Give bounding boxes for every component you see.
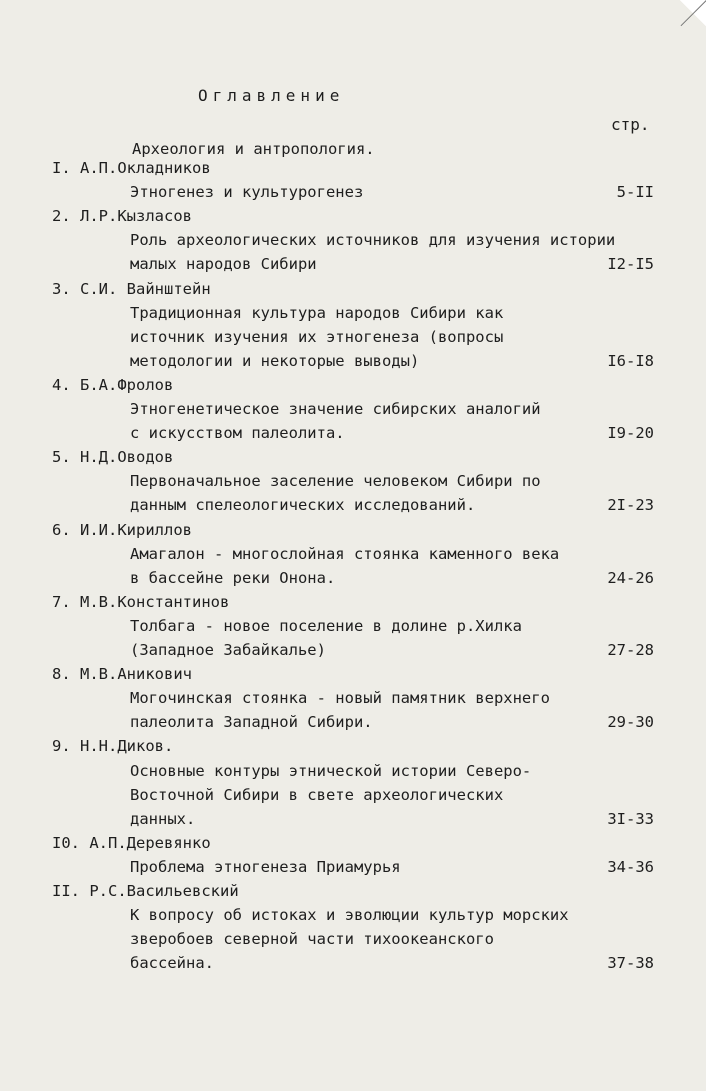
toc-entry-title-line: Этногенез и культурогенез xyxy=(130,183,364,202)
toc-entry-number: 2. xyxy=(52,207,71,226)
toc-entry-title-line: источник изучения их этногенеза (вопросы xyxy=(130,327,504,346)
toc-entry-number: 9. xyxy=(52,737,71,756)
toc-entry-number: II. xyxy=(52,882,80,900)
toc-entry-pages: 3I-33 xyxy=(607,809,654,828)
toc-entry-number: I0. xyxy=(52,833,80,852)
toc-entry-author-line xyxy=(52,159,211,177)
toc-entry-author-line xyxy=(52,882,239,900)
page-title: Оглавление xyxy=(198,86,345,105)
toc-entry-title-line: Традиционная культура народов Сибири как xyxy=(130,303,504,322)
toc-entry-author-line xyxy=(52,448,173,466)
toc-entry-title-line: зверобоев северной части тихоокеанского xyxy=(130,930,494,949)
toc-entry-title-line: К вопросу об истоках и эволюции культур морских xyxy=(130,906,569,925)
toc-entry-title-line: данных. xyxy=(130,809,196,828)
toc-entry-pages: 34-36 xyxy=(607,857,654,876)
toc-entry-author: Н.Н.Диков. xyxy=(80,737,174,756)
toc-entry-number: 4. xyxy=(52,375,71,394)
toc-entry-title-line: Восточной Сибири в свете археологических xyxy=(130,785,504,804)
toc-entry-title-line: (Западное Забайкалье) xyxy=(130,641,326,659)
toc-entry-number: I. xyxy=(52,159,71,177)
toc-entry-pages: 27-28 xyxy=(607,641,654,659)
toc-entry-author-line xyxy=(52,207,192,225)
toc-entry-title-line: Могочинская стоянка - новый памятник верхнего xyxy=(130,689,550,708)
toc-entry-pages: 37-38 xyxy=(607,954,654,973)
toc-entry-pages: 29-30 xyxy=(607,713,654,732)
toc-entry-pages: I9-20 xyxy=(607,424,654,443)
toc-entry-author-line xyxy=(52,280,211,298)
toc-entry-title-line: Амагалон - многослойная стоянка каменного века xyxy=(130,544,560,563)
toc-entry-title-line: с искусством палеолита. xyxy=(130,424,345,443)
page-column-header: стр. xyxy=(611,115,650,134)
toc-entry-pages: I6-I8 xyxy=(607,351,654,370)
toc-entry-author: И.И.Кириллов xyxy=(80,520,192,539)
toc-entry-author: М.В.Константинов xyxy=(80,592,230,611)
toc-entry-author-line xyxy=(52,376,173,394)
toc-entry-pages: 2I-23 xyxy=(607,496,654,515)
toc-entry-author: С.И. Вайнштейн xyxy=(80,279,211,298)
toc-entry-title-line: методологии и некоторые выводы) xyxy=(130,351,420,370)
section-title: Археология и антропология. xyxy=(132,140,375,158)
toc-entry-number: 5. xyxy=(52,448,71,467)
toc-entry-title-line: малых народов Сибири xyxy=(130,255,317,274)
toc-entry-title-line: Толбага - новое поселение в долине р.Хилка xyxy=(130,616,522,635)
toc-entry-title-line: данным спелеологических исследований. xyxy=(130,496,476,515)
toc-entry-number: 3. xyxy=(52,279,71,298)
toc-entry-author-line xyxy=(52,521,192,539)
toc-entry-author-line xyxy=(52,834,211,852)
toc-entry-author: Р.С.Васильевский xyxy=(89,882,239,900)
toc-entry-author-line xyxy=(52,593,229,611)
toc-entry-author: А.П.Деревянко xyxy=(89,833,211,852)
toc-entry-author: Л.Р.Кызласов xyxy=(80,207,192,226)
toc-entry-title-line: Основные контуры этнической истории Северо- xyxy=(130,761,532,780)
toc-entry-author: Н.Д.Оводов xyxy=(80,448,174,467)
toc-entry-pages: 24-26 xyxy=(607,568,654,587)
toc-entry-title-line: Роль археологических источников для изучения истории xyxy=(130,231,616,250)
toc-entry-author: М.В.Аникович xyxy=(80,665,192,684)
toc-entry-title-line: Первоначальное заселение человеком Сибири по xyxy=(130,472,541,491)
toc-entry-title-line: Проблема этногенеза Приамурья xyxy=(130,857,401,876)
toc-entry-number: 8. xyxy=(52,665,71,684)
toc-entry-author-line xyxy=(52,665,192,683)
toc-entry-title-line: бассейна. xyxy=(130,954,214,973)
toc-entry-number: 7. xyxy=(52,592,71,611)
toc-entry-title-line: в бассейне реки Онона. xyxy=(130,568,336,587)
toc-entry-pages: I2-I5 xyxy=(607,255,654,274)
toc-entry-author: А.П.Окладников xyxy=(80,159,211,177)
toc-entry-author-line xyxy=(52,737,173,755)
toc-entry-title-line: Этногенетическое значение сибирских аналогий xyxy=(130,400,541,418)
toc-entry-number: 6. xyxy=(52,520,71,539)
toc-entry-title-line: палеолита Западной Сибири. xyxy=(130,713,373,732)
toc-entry-author: Б.А.Фролов xyxy=(80,375,174,394)
toc-entry-pages: 5-II xyxy=(616,183,654,202)
